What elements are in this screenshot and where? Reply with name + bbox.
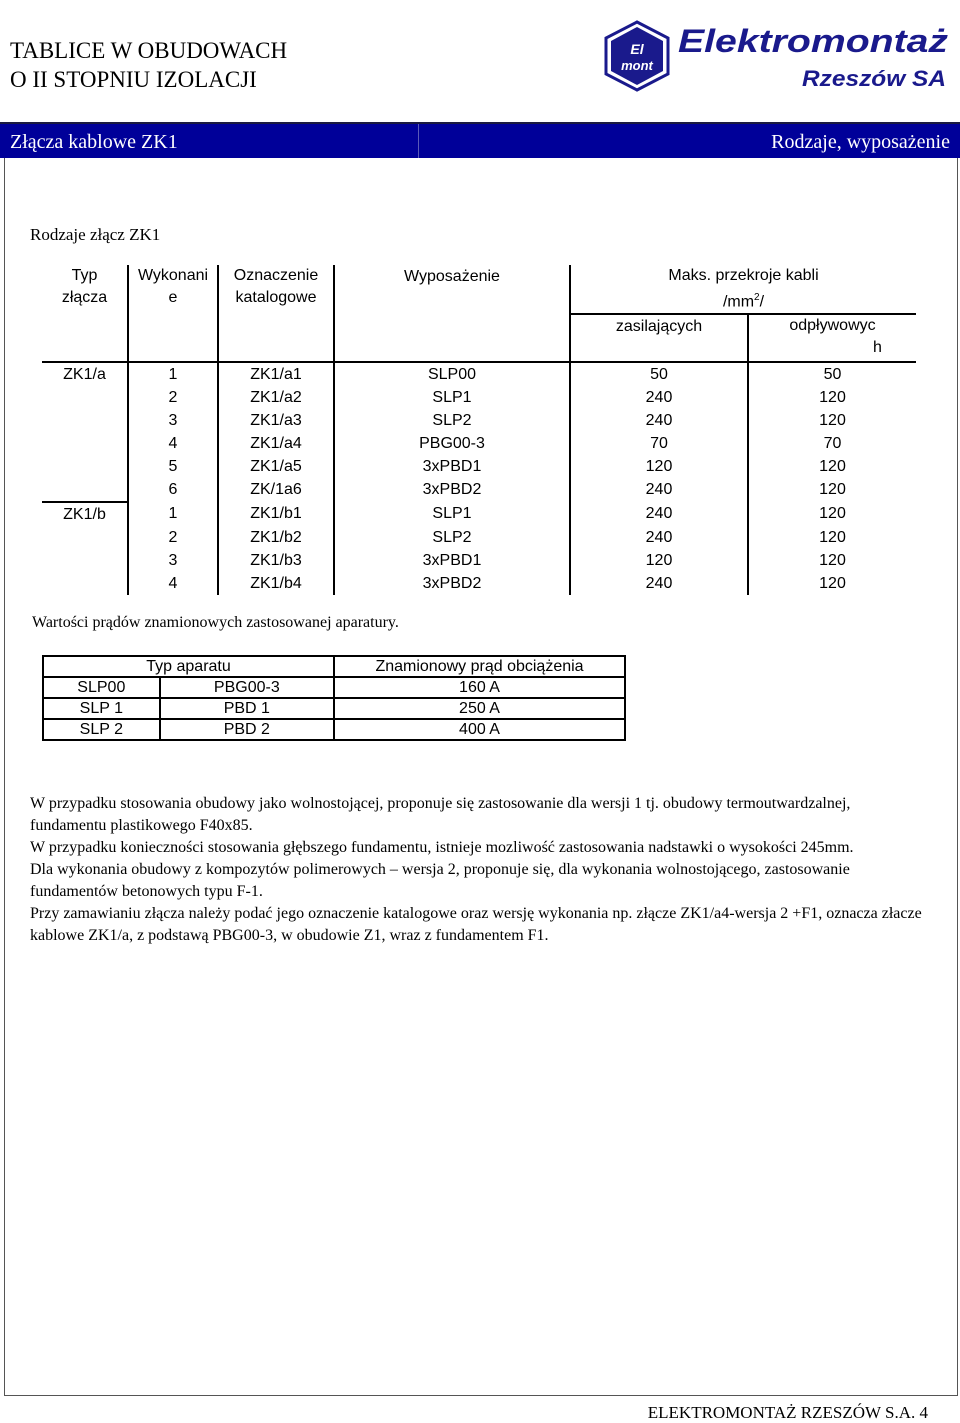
cell-typ	[42, 549, 128, 572]
cell-wyk: 3	[128, 409, 218, 432]
connectors-table	[42, 265, 916, 595]
cell-typ: ZK1/b	[42, 502, 128, 526]
table2-cell-a: SLP 2	[43, 719, 160, 740]
cell-wyk: 4	[128, 432, 218, 455]
table2-row	[43, 677, 625, 698]
header-wyposazenie: Wyposażenie	[334, 265, 570, 362]
table-row	[42, 432, 916, 455]
cell-typ: ZK1/a	[42, 362, 128, 386]
cell-odp: 120	[748, 572, 916, 595]
note-paragraph: W przypadku stosowania obudowy jako wolnostojącej, proponuje się zastosowanie dla wersji 1 tj. obudowy termoutwardzalnej, fundamentu plastikowego F40x85.	[30, 795, 851, 834]
section-title: Rodzaje złącz ZK1	[30, 225, 161, 244]
cell-wyp: SLP1	[334, 502, 570, 526]
table-row	[42, 409, 916, 432]
current-ratings-table	[42, 655, 626, 741]
cell-zas: 240	[570, 502, 748, 526]
table-row	[42, 386, 916, 409]
cell-wyk: 2	[128, 526, 218, 549]
table2-cell-prad: 250 A	[334, 698, 625, 719]
cell-wyk: 3	[128, 549, 218, 572]
cell-typ	[42, 432, 128, 455]
cell-odp: 50	[748, 362, 916, 386]
cell-ozn: ZK1/a3	[218, 409, 334, 432]
table-row	[42, 455, 916, 478]
header-oznaczenie: Oznaczenie katalogowe	[218, 265, 334, 362]
cell-odp: 120	[748, 409, 916, 432]
cell-wyp: 3xPBD1	[334, 549, 570, 572]
cell-zas: 240	[570, 572, 748, 595]
table2-cell-b: PBG00-3	[160, 677, 334, 698]
header-odplywowych: odpływowyc h	[748, 314, 916, 362]
bar-divider	[418, 124, 419, 158]
cell-wyk: 4	[128, 572, 218, 595]
table-row	[42, 478, 916, 502]
cell-wyp: SLP2	[334, 526, 570, 549]
table2-header-typ: Typ aparatu	[43, 656, 334, 677]
table2-row	[43, 719, 625, 740]
brand-subname: Rzeszów SA	[802, 66, 946, 91]
document-title	[10, 36, 287, 94]
cell-zas: 50	[570, 362, 748, 386]
section-bar	[0, 122, 960, 158]
cell-ozn: ZK1/a5	[218, 455, 334, 478]
header-zasilajacych: zasilających	[570, 314, 748, 362]
cell-zas: 240	[570, 386, 748, 409]
cell-wyp: PBG00-3	[334, 432, 570, 455]
cell-odp: 70	[748, 432, 916, 455]
emblem-text-mont: mont	[621, 58, 653, 73]
table2-cell-prad: 400 A	[334, 719, 625, 740]
cell-wyk: 1	[128, 502, 218, 526]
cell-odp: 120	[748, 526, 916, 549]
cell-ozn: ZK1/a2	[218, 386, 334, 409]
cell-ozn: ZK1/b3	[218, 549, 334, 572]
note-paragraph: Przy zamawianiu złącza należy podać jego oznaczenie katalogowe oraz wersję wykonania np. złącze ZK1/a4-wersja 2 +F1, oznacza złacze kablowe ZK1/a, z podstawą PBG00-3, w obudowie Z1, wraz z fundamentem F1.	[30, 905, 922, 944]
header-typ: Typ złącza	[61, 267, 108, 306]
cell-typ	[42, 386, 128, 409]
cell-ozn: ZK1/a1	[218, 362, 334, 386]
cell-wyp: 3xPBD1	[334, 455, 570, 478]
table-row	[42, 572, 916, 595]
emblem-text-el: El	[630, 41, 644, 57]
cell-typ	[42, 572, 128, 595]
note-paragraph: Dla wykonania obudowy z kompozytów polimerowych – wersja 2, proponuje się, dla wykonania wolnostojącego, zastosowanie fundamentów betonowych typu F-1.	[30, 861, 850, 900]
bar-right-title: Rodzaje, wyposażenie	[771, 131, 950, 153]
cell-zas: 120	[570, 455, 748, 478]
cell-zas: 70	[570, 432, 748, 455]
note-paragraph: W przypadku konieczności stosowania głębszego fundamentu, istnieje mozliwość zastosowania nadstawki o wysokości 245mm.	[30, 839, 854, 856]
brand-name: Elektromontaż	[678, 23, 948, 59]
cell-wyp: 3xPBD2	[334, 478, 570, 502]
cell-odp: 120	[748, 455, 916, 478]
table2-cell-b: PBD 2	[160, 719, 334, 740]
cell-ozn: ZK1/b4	[218, 572, 334, 595]
cell-zas: 240	[570, 526, 748, 549]
cell-wyk: 5	[128, 455, 218, 478]
elmont-emblem-icon	[606, 22, 668, 90]
cell-odp: 120	[748, 386, 916, 409]
cell-zas: 240	[570, 409, 748, 432]
table2-title: Wartości prądów znamionowych zastosowanej aparatury.	[32, 614, 399, 631]
cell-typ	[42, 455, 128, 478]
cell-wyp: SLP1	[334, 386, 570, 409]
header-wykonanie: Wykonani e	[128, 265, 218, 362]
bar-left-title: Złącza kablowe ZK1	[10, 131, 178, 153]
cell-wyk: 2	[128, 386, 218, 409]
cell-wyk: 6	[128, 478, 218, 502]
cell-wyp: 3xPBD2	[334, 572, 570, 595]
cell-ozn: ZK/1a6	[218, 478, 334, 502]
table-row	[42, 549, 916, 572]
cell-typ	[42, 526, 128, 549]
table-row	[42, 526, 916, 549]
header-maks: Maks. przekroje kabli $/mm^2/$	[570, 265, 916, 314]
cell-wyp: SLP00	[334, 362, 570, 386]
cell-zas: 240	[570, 478, 748, 502]
notes	[30, 793, 930, 947]
cell-odp: 120	[748, 549, 916, 572]
document-title-line1: TABLICE W OBUDOWACH	[10, 38, 288, 63]
elektromontaz-logo	[602, 20, 958, 92]
document-title-line2: O II STOPNIU IZOLACJI	[10, 67, 257, 92]
cell-wyp: SLP2	[334, 409, 570, 432]
cell-zas: 120	[570, 549, 748, 572]
table-row	[42, 362, 916, 386]
table2-cell-a: SLP 1	[43, 698, 160, 719]
page-footer: ELEKTROMONTAŻ RZESZÓW S.A. 4	[647, 1403, 928, 1422]
cell-ozn: ZK1/b1	[218, 502, 334, 526]
table2-cell-b: PBD 1	[160, 698, 334, 719]
cell-typ	[42, 478, 128, 502]
table2-header-row	[43, 656, 625, 677]
cell-typ	[42, 409, 128, 432]
table-row	[42, 502, 916, 526]
cell-ozn: ZK1/b2	[218, 526, 334, 549]
table2-cell-prad: 160 A	[334, 677, 625, 698]
table2-cell-a: SLP00	[43, 677, 160, 698]
cell-ozn: ZK1/a4	[218, 432, 334, 455]
table2-header-prad: Znamionowy prąd obciążenia	[334, 656, 625, 677]
cell-odp: 120	[748, 478, 916, 502]
cell-wyk: 1	[128, 362, 218, 386]
cell-odp: 120	[748, 502, 916, 526]
table2-row	[43, 698, 625, 719]
table-header-row	[42, 265, 916, 314]
